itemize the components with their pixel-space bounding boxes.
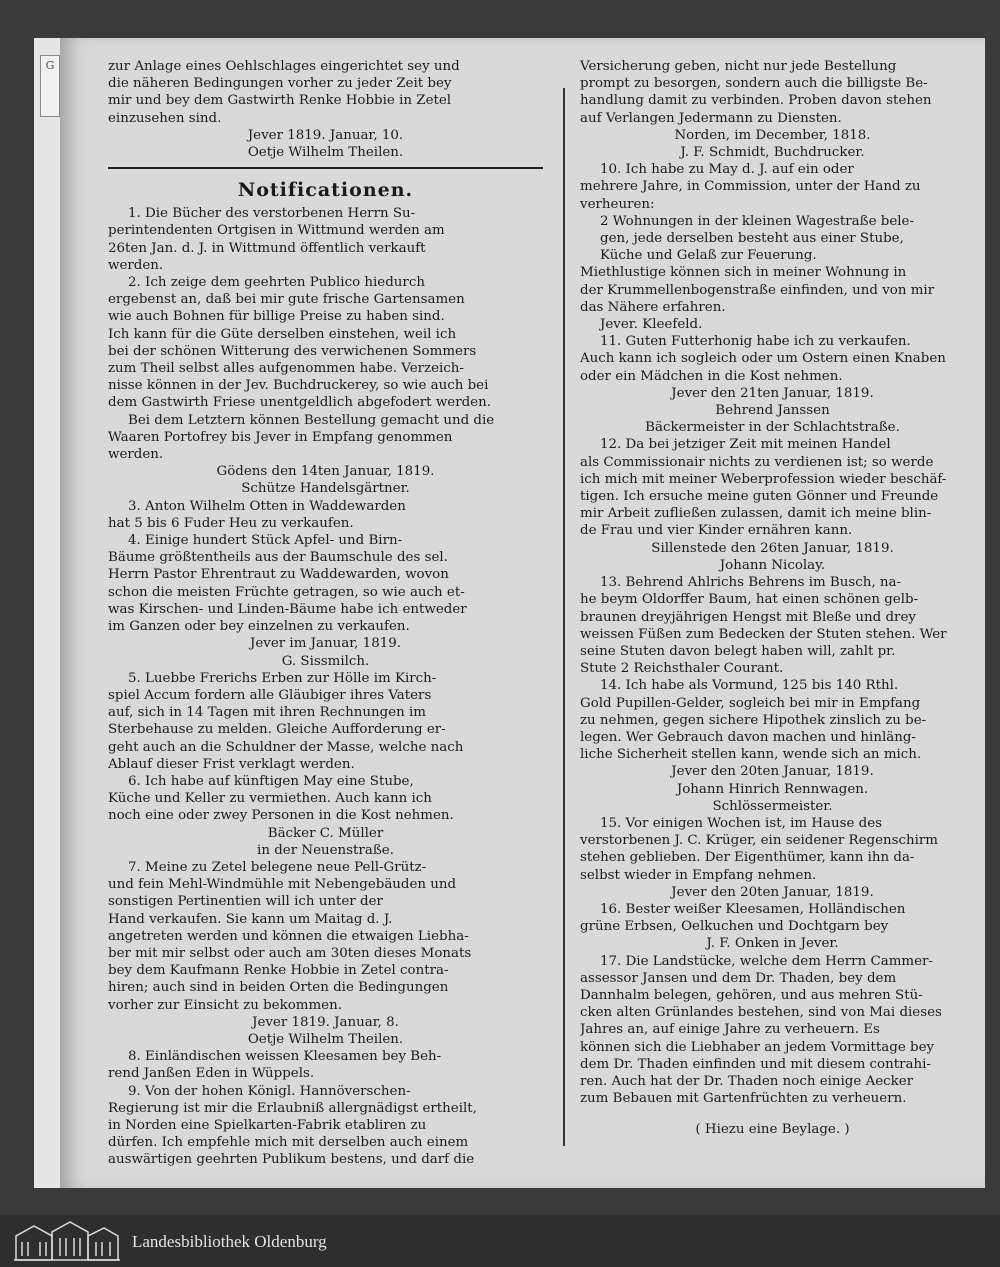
notice-line: seine Stuten davon belegt haben will, zahlt pr.	[580, 643, 896, 659]
library-building-icon	[12, 1220, 122, 1262]
notice-line: bey dem Kaufmann Renke Hobbie in Zetel contra-	[108, 963, 449, 979]
notice-line: werden.	[108, 447, 164, 463]
notice-line: als Commissionair nichts zu verdienen ist; so werde	[580, 454, 934, 470]
notice-line: de Frau und vier Kinder ernähren kann.	[580, 523, 853, 539]
notice-line: vorher zur Einsicht zu bekommen.	[108, 997, 342, 1013]
notice-line: Dannhalm belegen, gehören, und aus mehren Stü-	[580, 987, 923, 1003]
notice-line: Ich kann für die Güte derselben einstehen, weil ich	[108, 326, 457, 342]
notice-line: hiren; auch sind in beiden Orten die Bedingungen	[108, 980, 449, 996]
notice-line: 9. Von der hohen Königl. Hannöverschen-	[128, 1083, 411, 1099]
signature: Schlössermeister.	[712, 798, 833, 814]
notice-line: sonstigen Pertinentien will ich unter der	[108, 894, 383, 910]
signature: Johann Hinrich Rennwagen.	[676, 781, 869, 797]
signature: Behrend Janssen	[715, 403, 830, 419]
notice-line: wie auch Bohnen für billige Preise zu haben sind.	[108, 309, 445, 325]
notice-line: der Krummellenbogenstraße einfinden, und von mir	[580, 282, 935, 298]
notice-line: auf, sich in 14 Tagen mit ihren Rechnungen im	[108, 705, 426, 721]
notice-line: 7. Meine zu Zetel belegene neue Pell-Grütz-	[128, 859, 427, 875]
notice-line: 15. Vor einigen Wochen ist, im Hause des	[600, 815, 883, 831]
notice-line: 8. Einländischen weissen Kleesamen bey Beh-	[128, 1049, 442, 1065]
dateline: Jever den 20ten Januar, 1819.	[671, 764, 874, 780]
dateline: Norden, im December, 1818.	[674, 127, 871, 143]
text-line: die näheren Bedingungen vorher zu jeder Zeit bey	[108, 76, 452, 92]
notice-line: dem Dr. Thaden einfinden und mit diesem contrahi-	[580, 1056, 931, 1072]
notice-line: Ablauf dieser Frist verklagt werden.	[108, 756, 355, 772]
notice-line: 13. Behrend Ahlrichs Behrens im Busch, na-	[600, 575, 902, 591]
notice-line: 5. Luebbe Frerichs Erben zur Hölle im Kirch-	[128, 670, 437, 686]
signature: Schütze Handelsgärtner.	[241, 481, 410, 497]
notice-line: gen, jede derselben besteht aus einer Stube,	[600, 231, 904, 247]
supplement-note: ( Hiezu eine Beylage. )	[695, 1122, 850, 1138]
notice-line: verstorbenen J. C. Krüger, ein seidener Regenschirm	[580, 833, 938, 849]
notice-line: werden.	[108, 257, 164, 273]
signature: Oetje Wilhelm Theilen.	[247, 145, 404, 161]
notice-line: das Nähere erfahren.	[580, 299, 726, 315]
dateline: Jever 1819. Januar, 8.	[252, 1014, 399, 1030]
notice-line: zum Bebauen mit Gartenfrüchten zu verheuern.	[580, 1091, 907, 1107]
notice-line: Waaren Portofrey bis Jever in Empfang genommen	[108, 429, 453, 445]
notice-line: geht auch an die Schuldner der Masse, welche nach	[108, 739, 464, 755]
notice-line: ergebenst an, daß bei mir gute frische Gartensamen	[108, 292, 465, 308]
notice-line: 4. Einige hundert Stück Apfel- und Birn-	[128, 533, 403, 549]
signature: Jever. Kleefeld.	[600, 317, 703, 333]
signature: Bäcker C. Müller	[267, 825, 384, 841]
notice-line: Versicherung geben, nicht nur jede Bestellung	[580, 59, 897, 74]
edge-letter: G	[40, 55, 60, 117]
notice-line: auswärtigen geehrten Publikum bestens, und darf die	[108, 1152, 475, 1168]
notice-line: verheuren:	[580, 196, 655, 212]
notice-line: Bäume größtentheils aus der Baumschule des sel.	[108, 550, 448, 566]
notice-line: Hand verkaufen. Sie kann um Maitag d. J.	[108, 911, 393, 927]
notice-line: können sich die Liebhaber an jedem Vormittage bey	[580, 1039, 935, 1055]
notice-line: was Kirschen- und Linden-Bäume habe ich entweder	[108, 601, 467, 617]
notice-line: 3. Anton Wilhelm Otten in Waddewarden	[128, 498, 406, 514]
notice-line: legen. Wer Gebrauch davon machen und hinläng-	[580, 729, 916, 745]
notice-line: angetreten werden und können die etwaigen Liebha-	[108, 928, 469, 944]
notice-line: nisse können in der Jev. Buchdruckerey, so wie auch bei	[108, 378, 489, 394]
notice-line: Bei dem Letztern können Bestellung gemacht und die	[128, 412, 495, 428]
notice-line: Sterbehause zu melden. Gleiche Aufforderung er-	[108, 722, 446, 738]
signature: J. F. Schmidt, Buchdrucker.	[680, 145, 865, 161]
notice-line: tigen. Ich ersuche meine guten Gönner und Freunde	[580, 489, 939, 505]
notice-line: ber mit mir selbst oder auch am 30ten dieses Monats	[108, 945, 472, 961]
notice-line: zum Theil selbst alles aufgenommen habe. Verzeich-	[108, 361, 464, 377]
notice-line: he beym Oldorffer Baum, hat einen schönen gelb-	[580, 592, 919, 608]
notice-line: 1. Die Bücher des verstorbenen Herrn Su-	[128, 206, 416, 222]
dateline: Jever den 21ten Januar, 1819.	[671, 385, 874, 401]
signature: J. F. Onken in Jever.	[706, 936, 839, 952]
notice-line: auf Verlangen Jedermann zu Diensten.	[580, 110, 842, 126]
notice-line: 6. Ich habe auf künftigen May eine Stube,	[128, 773, 414, 789]
notice-line: hat 5 bis 6 Fuder Heu zu verkaufen.	[108, 515, 354, 531]
notice-line: dem Gastwirth Friese unentgeldlich abgefodert werden.	[108, 395, 491, 411]
notice-line: selbst wieder in Empfang nehmen.	[580, 867, 817, 883]
notice-line: prompt zu besorgen, sondern auch die billigste Be-	[580, 76, 928, 92]
notice-line: 10. Ich habe zu May d. J. auf ein oder	[600, 162, 854, 178]
column-divider	[563, 88, 565, 1146]
notice-line: bei der schönen Witterung des verwichenen Sommers	[108, 343, 477, 359]
notice-line: braunen dreyjährigen Hengst mit Bleße und drey	[580, 609, 916, 625]
notice-line: Küche und Gelaß zur Feuerung.	[600, 248, 817, 264]
notice-line: 12. Da bei jetziger Zeit mit meinen Handel	[600, 437, 891, 453]
notice-line: weissen Füßen zum Bedecken der Stuten stehen. Wer	[580, 626, 947, 642]
notice-line: assessor Jansen und dem Dr. Thaden, bey dem	[580, 970, 897, 986]
text-line: mir und bey dem Gastwirth Renke Hobbie in Zetel	[108, 93, 452, 109]
notice-line: grüne Erbsen, Oelkuchen und Dochtgarn bey	[580, 919, 889, 935]
notice-line: ich mich mit meiner Weberprofession wieder beschäf-	[580, 471, 947, 487]
dateline: Jever den 20ten Januar, 1819.	[671, 884, 874, 900]
notice-line: perintendenten Ortgisen in Wittmund werden am	[108, 223, 445, 239]
notice-line: 17. Die Landstücke, welche dem Herrn Cammer-	[600, 953, 933, 969]
notice-line: mehrere Jahre, in Commission, unter der Hand zu	[580, 179, 921, 195]
notice-line: 11. Guten Futterhonig habe ich zu verkaufen.	[600, 334, 911, 350]
text-line: einzusehen sind.	[108, 110, 222, 126]
dateline: Jever im Januar, 1819.	[249, 636, 402, 652]
notice-line: 2 Wohnungen in der kleinen Wagestraße bele-	[600, 213, 914, 229]
notice-line: Jahres an, auf einige Jahre zu verheuern. Es	[580, 1022, 880, 1038]
dateline: Sillenstede den 26ten Januar, 1819.	[651, 540, 894, 556]
section-heading: Notificationen.	[237, 179, 414, 202]
notice-line: Miethlustige können sich in meiner Wohnung in	[580, 265, 907, 281]
dateline: Jever 1819. Januar, 10.	[247, 127, 404, 143]
notice-line: Regierung ist mir die Erlaubniß allergnädigst ertheilt,	[108, 1100, 477, 1116]
signature: Oetje Wilhelm Theilen.	[247, 1031, 404, 1047]
signature: G. Sissmilch.	[281, 653, 370, 669]
notice-line: ren. Auch hat der Dr. Thaden noch einige Aecker	[580, 1073, 914, 1089]
notice-line: oder ein Mädchen in die Kost nehmen.	[580, 368, 843, 384]
notice-line: stehen geblieben. Der Eigenthümer, kann ihn da-	[580, 850, 915, 866]
notice-line: zu nehmen, gegen sichere Hipothek zinslich zu be-	[580, 712, 927, 728]
dateline: Gödens den 14ten Januar, 1819.	[216, 464, 435, 480]
notice-line: Auch kann ich sogleich oder um Ostern einen Knaben	[580, 351, 946, 367]
notice-line: 2. Ich zeige dem geehrten Publico hiedurch	[128, 275, 425, 291]
notice-line: cken alten Grünlandes bestehen, sind von Mai dieses	[580, 1005, 942, 1021]
notice-line: mir Arbeit zufließen zulassen, damit ich meine blin-	[580, 506, 932, 522]
notice-line: 26ten Jan. d. J. in Wittmund öffentlich verkauft	[108, 240, 426, 256]
library-name: Landesbibliothek Oldenburg	[132, 1232, 327, 1251]
notice-line: 14. Ich habe als Vormund, 125 bis 140 Rthl.	[600, 678, 899, 694]
signature: in der Neuenstraße.	[257, 842, 394, 858]
notice-line: spiel Accum fordern alle Gläubiger ihres Vaters	[108, 687, 432, 703]
notice-line: schon die meisten Früchte getragen, so wie auch et-	[108, 584, 465, 600]
notice-line: liche Sicherheit stellen kann, wende sich an mich.	[580, 747, 922, 763]
signature: Johann Nicolay.	[719, 557, 826, 573]
notice-line: Küche und Keller zu vermiethen. Auch kann ich	[108, 791, 432, 807]
notice-line: im Ganzen oder bey einzelnen zu verkaufen.	[108, 619, 410, 635]
signature: Bäckermeister in der Schlachtstraße.	[645, 420, 900, 436]
right-column	[580, 58, 965, 1139]
notice-line: noch eine oder zwey Personen in die Kost nehmen.	[108, 808, 454, 824]
notice-line: in Norden eine Spielkarten-Fabrik etabliren zu	[108, 1117, 427, 1133]
notice-line: Herrn Pastor Ehrentraut zu Waddewarden, wovon	[108, 567, 449, 583]
notice-line: 16. Bester weißer Kleesamen, Holländischen	[600, 901, 906, 917]
notice-line: Stute 2 Reichsthaler Courant.	[580, 661, 784, 677]
left-column	[108, 58, 543, 1169]
text-line: zur Anlage eines Oehlschlages eingerichtet sey und	[108, 59, 460, 74]
notice-line: und fein Mehl-Windmühle mit Nebengebäuden und	[108, 877, 457, 893]
notice-line: rend Janßen Eden in Wüppels.	[108, 1066, 315, 1082]
notice-line: Gold Pupillen-Gelder, sogleich bei mir in Empfang	[580, 695, 921, 711]
section-rule	[108, 167, 543, 169]
notice-line: handlung damit zu verbinden. Proben davon stehen	[580, 93, 932, 109]
notice-line: dürfen. Ich empfehle mich mit derselben auch einem	[108, 1135, 469, 1151]
